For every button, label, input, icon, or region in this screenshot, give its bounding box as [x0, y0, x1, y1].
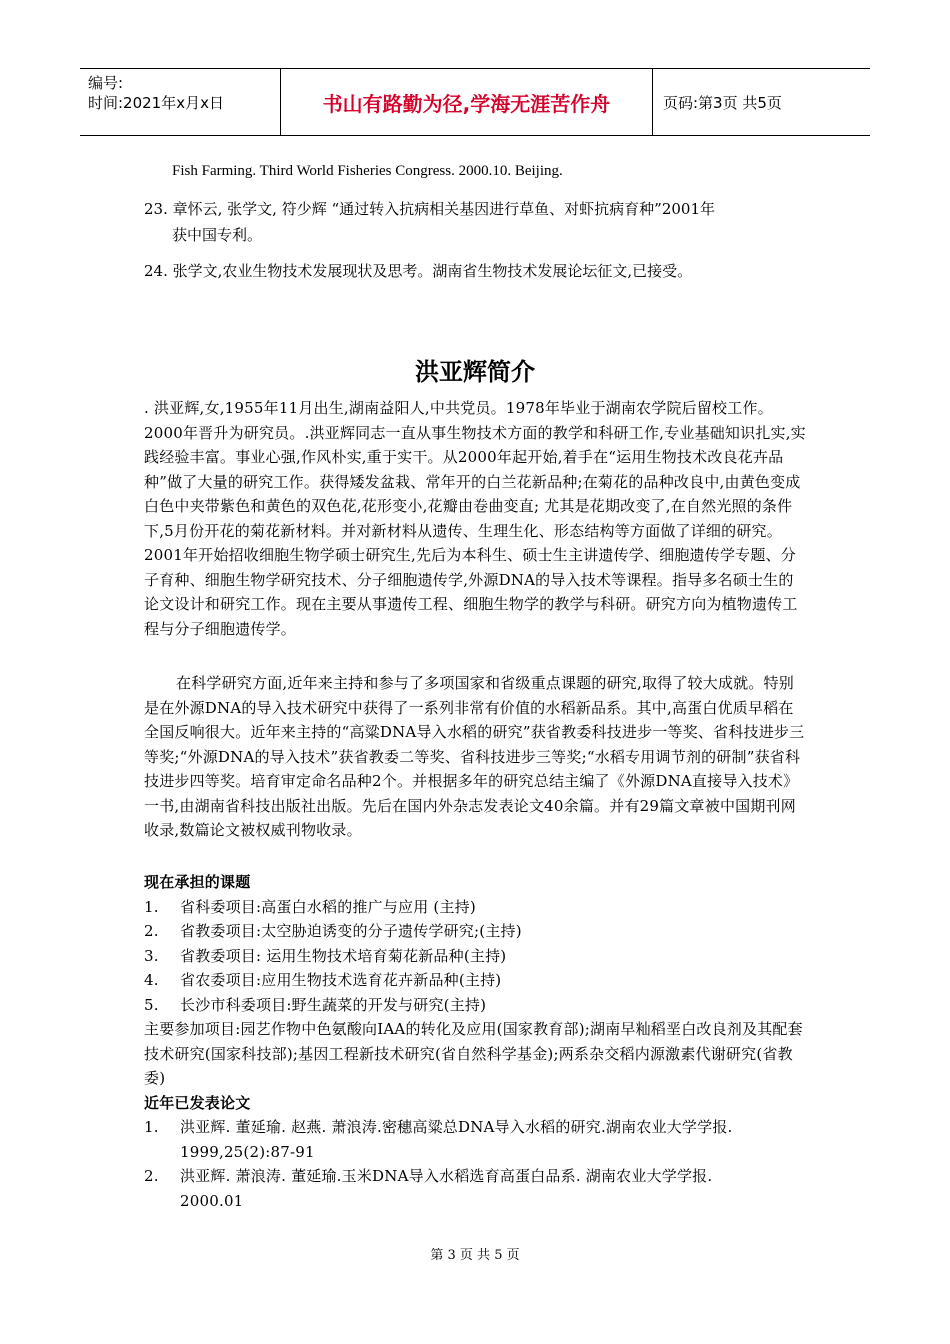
reference-number: 23. [144, 200, 168, 218]
papers-heading: 近年已发表论文 [144, 1093, 251, 1112]
time-label: 时间:2021年x月x日 [88, 94, 224, 112]
reference-text-cont: 获中国专利。 [172, 226, 263, 244]
reference-item [144, 258, 692, 284]
reference-text: 张学文,农业生物技术发展现状及思考。湖南省生物技术发展论坛征文,已接受。 [172, 262, 693, 280]
projects-section [144, 870, 807, 1213]
reference-item [144, 196, 715, 222]
list-item: 2. 省教委项目:太空胁迫诱变的分子遗传学研究;(主持) [144, 922, 522, 940]
list-item: 1. 省科委项目:高蛋白水稻的推广与应用 (主持) [144, 897, 476, 916]
bio-paragraph-2: 在科学研究方面,近年来主持和参与了多项国家和省级重点课题的研究,取得了较大成就。特别是在外源DNA的导入技术研究中获得了一系列非常有价值的水稻新品系。其中,高蛋白优质早稻在全国反响很大。近年来主持的“高粱DNA导入水稻的研究”获省教委科技进步一等奖、省科技进步三等奖;“外源DNA的导入技术”获省教委二等奖、省科技进步三等奖;“水稻专用调节剂的研制”获省科技进步四等奖。培育审定命名品种2个。并根据多年的研究总结主编了《外源DNA直接导入技术》一书,由湖南省科技出版社出版。先后在国内外杂志发表论文40余篇。并有29篇文章被中国期刊网收录,数篇论文被权威刊物收录。 [144, 674, 805, 839]
header-meta [80, 69, 280, 135]
reference-continuation: Fish Farming. Third World Fisheries Congress. 2000.10. Beijing. [172, 163, 563, 179]
page-footer: 第 3 页 共 5 页 [430, 1248, 520, 1263]
projects-heading: 现在承担的课题 [144, 873, 251, 891]
participation-text: 主要参加项目:园艺作物中色氨酸向IAA的转化及应用(国家教育部);湖南早籼稻垩白改良剂及其配套技术研究(国家科技部);基因工程新技术研究(省自然科学基金);两系杂交稻内源激素代谢研究(省教委) [144, 1020, 803, 1087]
list-item: 5. 长沙市科委项目:野生蔬菜的开发与研究(主持) [144, 995, 487, 1014]
list-item-cont: 1999,25(2):87-91 [180, 1142, 315, 1161]
list-item-cont: 2000.01 [180, 1191, 244, 1210]
reference-number: 24. [144, 262, 168, 280]
bio-paragraph-1: . 洪亚辉,女,1955年11月出生,湖南益阳人,中共党员。1978年毕业于湖南农学院后留校工作。2000年晋升为研究员。.洪亚辉同志一直从事生物技术方面的教学和科研工作,专业基础知识扎实,实践经验丰富。事业心强,作风朴实,重于实干。从2000年起开始,着手在“运用生物技术改良花卉品种”做了大量的研究工作。获得矮发盆栽、常年开的白兰花新品种;在菊花的品种改良中,由黄色变成白色中夹带紫色和黄色的双色花,花形变小,花瓣由卷曲变直; 尤其是花期改变了,在自然光照的条件下,5月份开花的菊花新材料。并对新材料从遗传、生理生化、形态结构等方面做了详细的研究。2001年开始招收细胞生物学硕士研究生,先后为本科生、硕士生主讲遗传学、细胞遗传学专题、分子育种、细胞生物学研究技术、分子细胞遗传学,外源DNA的导入技术等课程。指导多名硕士生的论文设计和研究工作。现在主要从事遗传工程、细胞生物学的教学与科研。研究方向为植物遗传工程与分子细胞遗传学。 [144, 399, 806, 638]
list-item: 1. 洪亚辉. 董延瑜. 赵燕. 萧浪涛.密穗高粱总DNA导入水稻的研究.湖南农业大学学报. [144, 1118, 733, 1136]
list-item: 3. 省教委项目: 运用生物技术培育菊花新品种(主持) [144, 946, 507, 965]
page-header [80, 68, 870, 136]
list-item: 4. 省农委项目:应用生物技术选育花卉新品种(主持) [144, 971, 502, 989]
number-label: 编号: [88, 74, 124, 92]
page-title: 洪亚辉简介 [415, 358, 535, 386]
header-motto: 书山有路勤为径,学海无涯苦作舟 [280, 69, 653, 135]
list-item: 2. 洪亚辉. 萧浪涛. 董延瑜.玉米DNA导入水稻选育高蛋白品系. 湖南农业大学学报. [144, 1167, 713, 1185]
reference-text: 章怀云, 张学文, 符少辉 “通过转入抗病相关基因进行草鱼、对虾抗病育种”2001年 [172, 200, 715, 218]
header-page-info: 页码:第3页 共5页 [663, 93, 782, 112]
